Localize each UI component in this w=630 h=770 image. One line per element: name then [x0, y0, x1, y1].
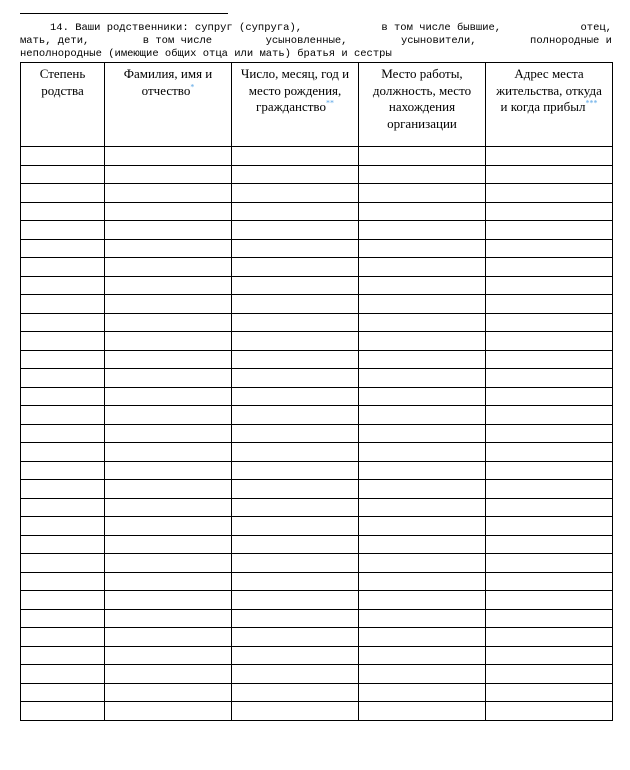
table-row	[21, 609, 613, 628]
section-14-heading	[20, 22, 612, 61]
table-row	[21, 443, 613, 462]
table-cell[interactable]	[359, 350, 486, 369]
table-cell[interactable]	[359, 498, 486, 517]
table-cell[interactable]	[105, 628, 232, 647]
table-cell[interactable]	[232, 202, 359, 221]
table-row	[21, 387, 613, 406]
table-row	[21, 258, 613, 277]
table-cell[interactable]	[232, 369, 359, 388]
table-cell[interactable]	[105, 332, 232, 351]
table-cell[interactable]	[105, 683, 232, 702]
table-cell[interactable]	[359, 406, 486, 425]
table-cell[interactable]	[21, 591, 105, 610]
table-cell[interactable]	[486, 498, 613, 517]
table-cell[interactable]	[359, 184, 486, 203]
table-cell[interactable]	[359, 313, 486, 332]
table-cell[interactable]	[21, 424, 105, 443]
table-cell[interactable]	[232, 554, 359, 573]
table-cell[interactable]	[359, 628, 486, 647]
table-cell[interactable]	[21, 683, 105, 702]
table-cell[interactable]	[486, 572, 613, 591]
table-row	[21, 554, 613, 573]
table-cell[interactable]	[486, 517, 613, 536]
column-header-label: Место работы, должность, место нахождения организации	[372, 66, 472, 131]
table-cell[interactable]	[21, 313, 105, 332]
table-cell[interactable]	[359, 443, 486, 462]
table-cell[interactable]	[232, 498, 359, 517]
table-cell[interactable]	[232, 424, 359, 443]
table-cell[interactable]	[21, 665, 105, 684]
table-row	[21, 202, 613, 221]
table-cell[interactable]	[486, 443, 613, 462]
table-cell[interactable]	[486, 646, 613, 665]
table-cell[interactable]	[359, 165, 486, 184]
column-header-label: Степень родства	[39, 66, 86, 98]
table-cell[interactable]	[359, 480, 486, 499]
table-cell[interactable]	[486, 276, 613, 295]
table-cell[interactable]	[105, 184, 232, 203]
table-cell[interactable]	[359, 517, 486, 536]
table-row	[21, 461, 613, 480]
table-cell[interactable]	[359, 535, 486, 554]
table-cell[interactable]	[359, 202, 486, 221]
table-row	[21, 221, 613, 240]
table-cell[interactable]	[359, 554, 486, 573]
intro-line-3: неполнородные (имеющие общих отца или мать) братья и сестры	[20, 48, 392, 60]
table-cell[interactable]	[486, 535, 613, 554]
table-cell[interactable]	[105, 554, 232, 573]
table-cell[interactable]	[359, 369, 486, 388]
table-cell[interactable]	[105, 702, 232, 721]
table-cell[interactable]	[359, 332, 486, 351]
table-cell[interactable]	[359, 665, 486, 684]
table-row	[21, 313, 613, 332]
column-header-label: Число, месяц, год и место рождения, гражданство	[240, 66, 350, 114]
table-cell[interactable]	[105, 239, 232, 258]
table-cell[interactable]	[232, 480, 359, 499]
table-cell[interactable]	[359, 258, 486, 277]
table-row	[21, 683, 613, 702]
intro-line-2	[20, 35, 612, 48]
table-cell[interactable]	[232, 276, 359, 295]
table-cell[interactable]	[359, 239, 486, 258]
table-row	[21, 572, 613, 591]
table-cell[interactable]	[232, 683, 359, 702]
table-cell[interactable]	[359, 221, 486, 240]
table-cell[interactable]	[232, 646, 359, 665]
table-cell[interactable]	[486, 665, 613, 684]
table-cell[interactable]	[21, 239, 105, 258]
table-cell[interactable]	[232, 165, 359, 184]
table-cell[interactable]	[486, 591, 613, 610]
table-cell[interactable]	[105, 313, 232, 332]
table-cell[interactable]	[21, 702, 105, 721]
table-cell[interactable]	[486, 313, 613, 332]
table-cell[interactable]	[486, 480, 613, 499]
table-cell[interactable]	[232, 184, 359, 203]
table-cell[interactable]	[105, 665, 232, 684]
table-cell[interactable]	[105, 387, 232, 406]
table-cell[interactable]	[486, 147, 613, 166]
table-row	[21, 147, 613, 166]
table-cell[interactable]	[105, 202, 232, 221]
table-cell[interactable]	[232, 702, 359, 721]
table-cell[interactable]	[232, 387, 359, 406]
table-header-row	[21, 63, 613, 147]
table-cell[interactable]	[232, 350, 359, 369]
table-cell[interactable]	[21, 406, 105, 425]
table-cell[interactable]	[21, 387, 105, 406]
table-cell[interactable]	[232, 665, 359, 684]
table-cell[interactable]	[486, 628, 613, 647]
table-cell[interactable]	[486, 221, 613, 240]
table-cell[interactable]	[359, 424, 486, 443]
intro-line-1-part: 14. Ваши родственники: супруг (супруга),	[50, 22, 303, 34]
table-row	[21, 369, 613, 388]
table-cell[interactable]	[486, 350, 613, 369]
table-cell[interactable]	[232, 406, 359, 425]
footnote-marker: **	[325, 98, 334, 108]
table-cell[interactable]	[21, 628, 105, 647]
table-cell[interactable]	[359, 147, 486, 166]
table-cell[interactable]	[21, 147, 105, 166]
table-cell[interactable]	[105, 498, 232, 517]
table-cell[interactable]	[486, 702, 613, 721]
intro-line-1-part: в том числе бывшие,	[381, 22, 502, 34]
table-cell[interactable]	[359, 276, 486, 295]
intro-line-1	[20, 22, 612, 35]
table-cell[interactable]	[486, 387, 613, 406]
table-cell[interactable]	[105, 609, 232, 628]
intro-line-1-part: отец,	[580, 22, 612, 34]
table-cell[interactable]	[359, 609, 486, 628]
table-cell[interactable]	[486, 184, 613, 203]
table-cell[interactable]	[232, 591, 359, 610]
table-row	[21, 332, 613, 351]
table-cell[interactable]	[486, 239, 613, 258]
table-row	[21, 184, 613, 203]
table-cell[interactable]	[232, 313, 359, 332]
table-cell[interactable]	[486, 683, 613, 702]
table-cell[interactable]	[21, 184, 105, 203]
table-cell[interactable]	[359, 702, 486, 721]
table-row	[21, 406, 613, 425]
table-cell[interactable]	[21, 461, 105, 480]
intro-line-2-part: усыновленные,	[265, 35, 348, 47]
table-cell[interactable]	[105, 147, 232, 166]
table-cell[interactable]	[21, 443, 105, 462]
table-cell[interactable]	[486, 424, 613, 443]
table-cell[interactable]	[486, 258, 613, 277]
table-cell[interactable]	[232, 535, 359, 554]
table-cell[interactable]	[232, 609, 359, 628]
table-cell[interactable]	[232, 461, 359, 480]
table-row	[21, 165, 613, 184]
table-cell[interactable]	[21, 609, 105, 628]
table-cell[interactable]	[232, 572, 359, 591]
table-cell[interactable]	[21, 295, 105, 314]
table-cell[interactable]	[359, 572, 486, 591]
table-row	[21, 295, 613, 314]
table-cell[interactable]	[21, 480, 105, 499]
column-header-birth-citizenship	[232, 63, 359, 147]
table-cell[interactable]	[232, 295, 359, 314]
footnote-marker: ***	[585, 98, 598, 108]
table-cell[interactable]	[359, 461, 486, 480]
table-cell[interactable]	[105, 276, 232, 295]
table-row	[21, 276, 613, 295]
table-row	[21, 424, 613, 443]
table-cell[interactable]	[486, 165, 613, 184]
table-cell[interactable]	[232, 147, 359, 166]
column-header-label: Фамилия, имя и отчество	[123, 66, 213, 98]
column-header-label: Адрес места жительства, откуда и когда прибыл	[496, 66, 602, 114]
table-cell[interactable]	[486, 609, 613, 628]
table-row	[21, 498, 613, 517]
table-cell[interactable]	[105, 165, 232, 184]
table-cell[interactable]	[359, 683, 486, 702]
table-cell[interactable]	[21, 646, 105, 665]
table-row	[21, 628, 613, 647]
column-header-address	[486, 63, 613, 147]
table-cell[interactable]	[105, 572, 232, 591]
table-cell[interactable]	[359, 387, 486, 406]
table-row	[21, 480, 613, 499]
column-header-full-name	[105, 63, 232, 147]
table-cell[interactable]	[21, 554, 105, 573]
table-cell[interactable]	[232, 443, 359, 462]
table-cell[interactable]	[232, 517, 359, 536]
table-cell[interactable]	[105, 369, 232, 388]
table-cell[interactable]	[21, 221, 105, 240]
table-cell[interactable]	[232, 628, 359, 647]
table-row	[21, 702, 613, 721]
table-cell[interactable]	[21, 498, 105, 517]
table-cell[interactable]	[105, 406, 232, 425]
table-cell[interactable]	[21, 202, 105, 221]
table-cell[interactable]	[105, 535, 232, 554]
table-cell[interactable]	[486, 295, 613, 314]
footnote-marker: *	[190, 82, 195, 92]
table-row	[21, 350, 613, 369]
table-row	[21, 517, 613, 536]
table-cell[interactable]	[105, 221, 232, 240]
table-cell[interactable]	[21, 276, 105, 295]
table-cell[interactable]	[486, 461, 613, 480]
table-cell[interactable]	[105, 350, 232, 369]
table-cell[interactable]	[486, 332, 613, 351]
intro-line-2-part: усыновители,	[400, 35, 477, 47]
intro-line-2-part: полнородные и	[530, 35, 612, 47]
intro-line-2-part: в том числе	[142, 35, 213, 47]
table-cell[interactable]	[486, 406, 613, 425]
table-row	[21, 591, 613, 610]
table-cell[interactable]	[232, 221, 359, 240]
table-cell[interactable]	[486, 554, 613, 573]
table-cell[interactable]	[105, 517, 232, 536]
table-row	[21, 239, 613, 258]
table-cell[interactable]	[105, 646, 232, 665]
table-cell[interactable]	[105, 591, 232, 610]
table-cell[interactable]	[21, 517, 105, 536]
table-cell[interactable]	[232, 258, 359, 277]
table-cell[interactable]	[21, 332, 105, 351]
table-cell[interactable]	[105, 424, 232, 443]
table-cell[interactable]	[486, 369, 613, 388]
table-row	[21, 535, 613, 554]
table-cell[interactable]	[486, 202, 613, 221]
table-cell[interactable]	[21, 165, 105, 184]
table-cell[interactable]	[105, 443, 232, 462]
table-cell[interactable]	[105, 480, 232, 499]
table-cell[interactable]	[105, 295, 232, 314]
table-cell[interactable]	[21, 535, 105, 554]
table-cell[interactable]	[21, 350, 105, 369]
relatives-table	[20, 62, 613, 721]
table-cell[interactable]	[105, 461, 232, 480]
table-cell[interactable]	[359, 295, 486, 314]
table-cell[interactable]	[105, 258, 232, 277]
column-header-kinship	[21, 63, 105, 147]
top-signature-line	[20, 13, 228, 14]
table-cell[interactable]	[21, 572, 105, 591]
relatives-table-body	[21, 147, 613, 721]
table-row	[21, 665, 613, 684]
table-cell[interactable]	[21, 258, 105, 277]
table-cell[interactable]	[359, 646, 486, 665]
table-cell[interactable]	[359, 591, 486, 610]
table-cell[interactable]	[21, 369, 105, 388]
intro-line-2-part: мать, дети,	[20, 35, 90, 47]
column-header-workplace	[359, 63, 486, 147]
table-cell[interactable]	[232, 332, 359, 351]
table-row	[21, 646, 613, 665]
table-cell[interactable]	[232, 239, 359, 258]
